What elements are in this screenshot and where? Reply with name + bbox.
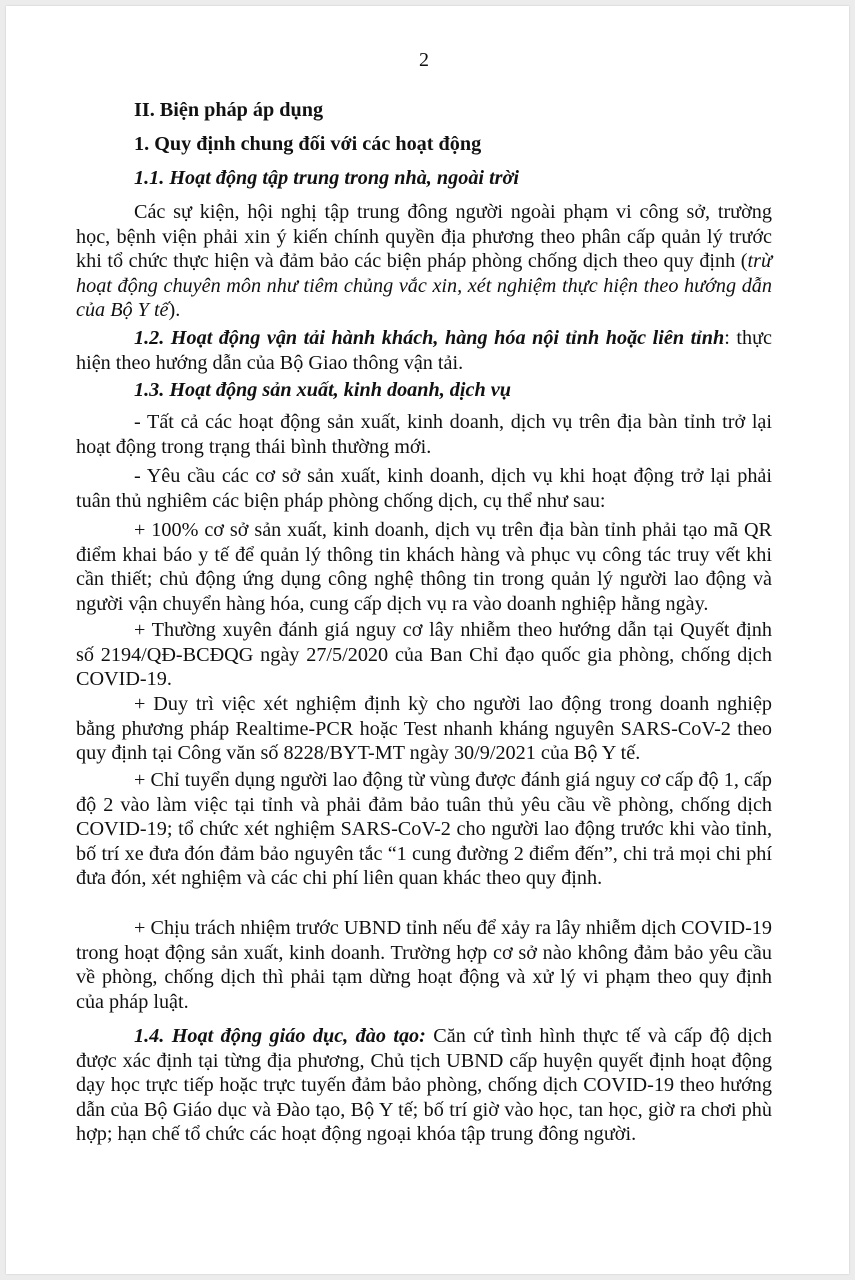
paragraph-end: ). bbox=[168, 299, 181, 322]
paragraph-text: : thực hiện theo hướng dẫn của Bộ Giao thông vận tải. bbox=[76, 327, 773, 374]
paragraph-1-1 bbox=[76, 200, 772, 323]
paragraph-text: Căn cứ tình hình thực tế và cấp độ dịch được xác định tại từng địa phương, Chủ tịch UBND cấp huyện quyết định hoạt động dạy học trực tiếp hoặc trực tuyến đảm bảo phòng, chống dịch COVID-19 theo hướng dẫn của Bộ Giáo dục và Đào tạo, Bộ Y tế; bố trí giờ vào học, tan học, giờ ra chơi phù hợp; hạn chế tổ chức các hoạt động ngoại khóa tập trung đông người. bbox=[76, 1025, 772, 1146]
paragraph-1-3-a: - Tất cả các hoạt động sản xuất, kinh doanh, dịch vụ trên địa bàn tỉnh trở lại hoạt động trong trạng thái bình thường mới. bbox=[76, 411, 772, 458]
paragraph-1-3-f: + Chỉ tuyển dụng người lao động từ vùng được đánh giá nguy cơ cấp độ 1, cấp độ 2 vào làm việc tại tỉnh và phải đảm bảo tuân thủ yêu cầu về phòng, chống dịch COVID-19; tổ chức xét nghiệm SARS-CoV-2 cho người lao động trước khi vào tỉnh, bố trí xe đưa đón đảm bảo nguyên tắc “1 cung đường 2 điểm đến”, chi trả mọi chi phí đưa đón, xét nghiệm và các chi phí liên quan khác theo quy định. bbox=[76, 769, 772, 890]
paragraph-1-3-d: + Thường xuyên đánh giá nguy cơ lây nhiễm theo hướng dẫn tại Quyết định số 2194/QĐ-BCĐQG ngày 27/5/2020 của Ban Chỉ đạo quốc gia phòng, chống dịch COVID-19. bbox=[76, 619, 772, 691]
paragraph-1-3-e: + Duy trì việc xét nghiệm định kỳ cho người lao động trong doanh nghiệp bằng phương pháp Realtime-PCR hoặc Test nhanh kháng nguyên SARS-CoV-2 theo quy định tại Công văn số 8228/BYT-MT ngày 30/9/2021 của Bộ Y tế. bbox=[76, 693, 772, 765]
paragraph-text: Các sự kiện, hội nghị tập trung đông người ngoài phạm vi công sở, trường học, bệnh viện phải xin ý kiến chính quyền địa phương theo phân cấp quản lý trước khi tổ chức thực hiện và đảm bảo các biện pháp phòng chống dịch theo quy định ( bbox=[76, 201, 772, 273]
page-number: 2 bbox=[419, 49, 429, 71]
document-page bbox=[6, 6, 849, 1274]
heading-section-ii: II. Biện pháp áp dụng bbox=[134, 99, 324, 121]
heading-section-1-1: 1.1. Hoạt động tập trung trong nhà, ngoài trời bbox=[134, 167, 519, 189]
paragraph-1-3-c: + 100% cơ sở sản xuất, kinh doanh, dịch vụ trên địa bàn tỉnh phải tạo mã QR điểm khai báo y tế để quản lý thông tin khách hàng và phục vụ công tác truy vết khi cần thiết; chủ động ứng dụng công nghệ thông tin trong quản lý người lao động và người vận chuyển hàng hóa, cung cấp dịch vụ ra vào doanh nghiệp hằng ngày. bbox=[76, 519, 772, 615]
heading-section-1-4: 1.4. Hoạt động giáo dục, đào tạo: bbox=[134, 1025, 426, 1047]
heading-section-1-3: 1.3. Hoạt động sản xuất, kinh doanh, dịch vụ bbox=[134, 379, 511, 401]
paragraph-1-4 bbox=[76, 1024, 772, 1147]
paragraph-1-2 bbox=[76, 326, 772, 375]
paragraph-1-3-b: - Yêu cầu các cơ sở sản xuất, kinh doanh, dịch vụ khi hoạt động trở lại phải tuân thủ nghiêm các biện pháp phòng chống dịch, cụ thể như sau: bbox=[76, 465, 772, 512]
heading-section-1-2: 1.2. Hoạt động vận tải hành khách, hàng hóa nội tỉnh hoặc liên tỉnh bbox=[134, 327, 725, 349]
paragraph-italic-note: trừ hoạt động chuyên môn như tiêm chủng vắc xin, xét nghiệm thực hiện theo hướng dẫn của Bộ Y tế bbox=[76, 250, 772, 322]
paragraph-1-3-g: + Chịu trách nhiệm trước UBND tỉnh nếu để xảy ra lây nhiễm dịch COVID-19 trong hoạt động sản xuất, kinh doanh. Trường hợp cơ sở nào không đảm bảo yêu cầu về phòng, chống dịch thì phải tạm dừng hoạt động và xử lý vi phạm theo quy định của pháp luật. bbox=[76, 917, 772, 1013]
heading-section-1: 1. Quy định chung đối với các hoạt động bbox=[134, 133, 482, 155]
